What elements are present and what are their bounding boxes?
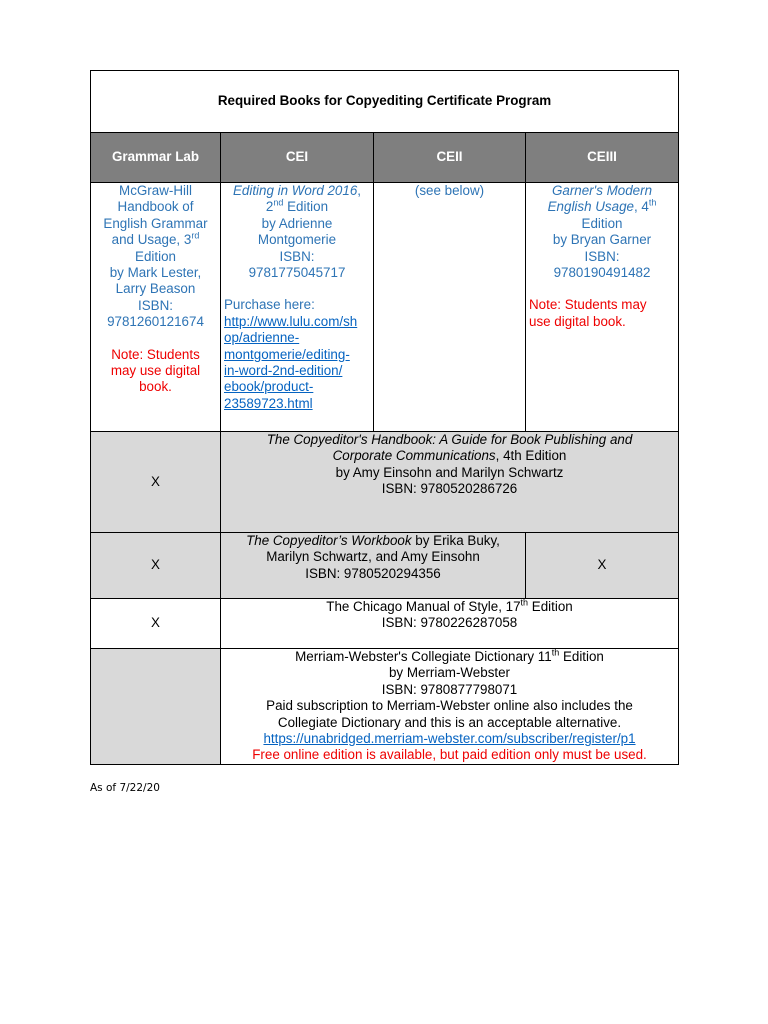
empty-cell	[91, 649, 221, 765]
table-row	[91, 432, 679, 533]
table-row	[91, 183, 679, 432]
table-row	[91, 649, 679, 765]
header-row	[91, 133, 679, 183]
grammar-note: Note: Students may use digital book.	[110, 346, 201, 395]
ceiii-note: Note: Students may use digital book.	[529, 297, 647, 329]
required-books-table	[90, 70, 679, 765]
header-cei: CEI	[221, 133, 374, 183]
grammar-lab-mark: X	[91, 432, 221, 533]
grammar-lab-book-cell: McGraw-Hill Handbook of English Grammar and Usage, 3rd Edition by Mark Lester, Larry Beason ISBN: 9781260121674 Note: Students may use digital book.	[91, 183, 221, 432]
ceii-book-cell: (see below)	[374, 183, 526, 432]
cei-purchase-link[interactable]: http://www.lulu.com/sh op/adrienne- montgomerie/editing- in-word-2nd-edition/ ebook/product- 23589723.html	[224, 313, 358, 411]
ceiii-mark: X	[526, 533, 679, 599]
dictionary-cell: Merriam-Webster's Collegiate Dictionary 11th Edition by Merriam-Webster ISBN: 9780877798071 Paid subscription to Merriam-Webster online also includes the Collegiate Dictionary and this is an acceptable alternative. https://unabridged.merriam-webster.com/subscriber/register/p1 Free online edition is available, but paid edition only must be used.	[221, 649, 679, 765]
grammar-lab-mark: X	[91, 599, 221, 649]
header-grammar-lab: Grammar Lab	[91, 133, 221, 183]
dictionary-note: Free online edition is available, but paid edition only must be used.	[252, 747, 647, 763]
table-row	[91, 599, 679, 649]
header-ceiii: CEIII	[526, 133, 679, 183]
cei-book-cell: Editing in Word 2016, 2nd Edition by Adrienne Montgomerie ISBN: 9781775045717 Purchase here: http://www.lulu.com/sh op/adrienne- montgomerie/editing- in-word-2nd-edition/ ebook/product- 23589723.html	[221, 183, 374, 432]
chicago-manual-cell: The Chicago Manual of Style, 17th Edition ISBN: 9780226287058	[221, 599, 679, 649]
grammar-lab-mark: X	[91, 533, 221, 599]
as-of-date: As of 7/22/20	[90, 782, 160, 794]
ceiii-book-cell: Garner's Modern English Usage, 4th Edition by Bryan Garner ISBN: 9780190491482 Note: Students may use digital book.	[526, 183, 679, 432]
header-ceii: CEII	[374, 133, 526, 183]
table-title: Required Books for Copyediting Certificate Program	[91, 71, 679, 133]
table-row	[91, 533, 679, 599]
handbook-cell: The Copyeditor's Handbook: A Guide for Book Publishing and Corporate Communications, 4th Edition by Amy Einsohn and Marilyn Schwartz ISBN: 9780520286726	[221, 432, 679, 533]
merriam-webster-link[interactable]: https://unabridged.merriam-webster.com/subscriber/register/p1	[263, 731, 636, 747]
workbook-cell: The Copyeditor’s Workbook by Erika Buky, Marilyn Schwartz, and Amy Einsohn ISBN: 9780520294356	[221, 533, 526, 599]
